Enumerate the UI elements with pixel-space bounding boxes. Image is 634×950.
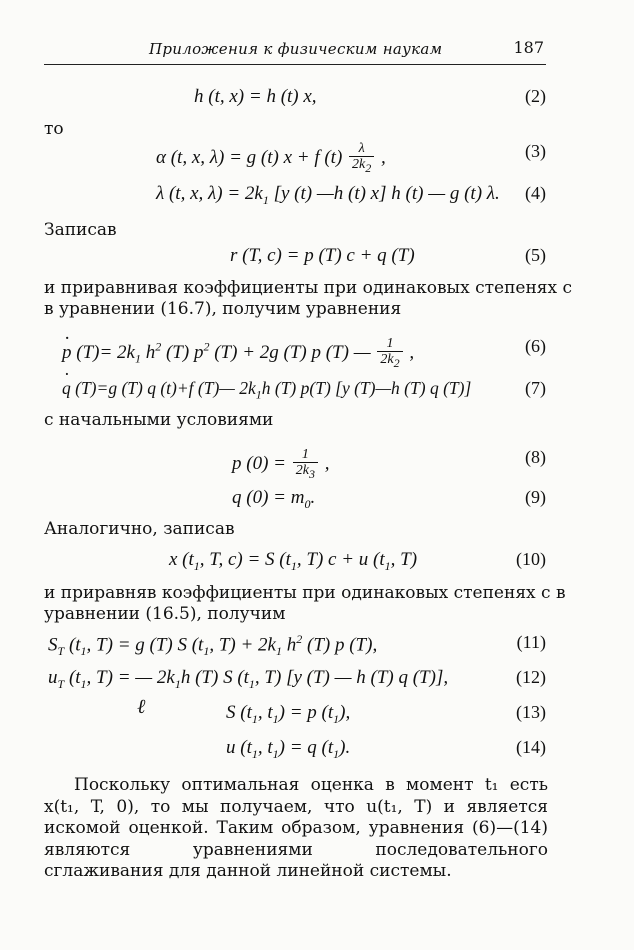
equation-number: (14) (516, 737, 546, 757)
equation-number: (10) (516, 549, 546, 569)
text-to: то (44, 119, 64, 139)
equation-number: (11) (516, 632, 546, 652)
text-initial-conditions: с начальными условиями (44, 410, 274, 430)
equation-10: x ($t_1$, T, c) = S ($t_1$, T) c + u ($t_1$, T) (10) (169, 549, 546, 573)
final-paragraph: Поскольку оптимальная оценка в момент t₁ есть x(t₁, T, 0), то мы получаем, что u(t₁, T) и является искомой оценкой. Таким образом, уравнения (6)—(14) являются уравнениями последовательного сглаживания для данной линейной системы. (44, 775, 548, 881)
equation-14: u ($t_1$, $t_1) = q$ $(t_1)$. (14) (226, 737, 546, 761)
paragraph-1-line-1: и приравнивая коэффициенты при одинаковых степенях c (44, 278, 573, 298)
equation-number: (5) (525, 245, 546, 265)
equation-12: $u_T$ ($t_1$, T) = — $2k_1h$ (T) S ($t_1$, T) [y (T) — h (T) q (T)], (12) (48, 667, 546, 691)
equation-number: (7) (525, 378, 546, 398)
equation-3: α (t, x, λ) = g (t) x + f (t) $\frac{\lambda}{2k2}$ , (3) (156, 141, 546, 175)
paragraph-2-line-1: и приравняв коэффициенты при одинаковых степенях c в (44, 583, 566, 603)
equation-number: (12) (516, 667, 546, 687)
paragraph-2-line-2: уравнении (16.5), получим (44, 604, 286, 624)
text-analog: Аналогично, записав (44, 519, 235, 539)
paragraph-1-line-2: в уравнении (16.7), получим уравнения (44, 299, 402, 319)
equation-7: · q (T)=g (T) q (t)+f (T)— $2k_1h$ (T) p(T) [y (T)—h (T) q (T)] (7) (44, 378, 548, 408)
equation-number: (3) (525, 141, 546, 161)
running-header (44, 38, 546, 65)
equation-number: (13) (516, 702, 546, 722)
equation-4: λ (t, x, $\lambda) = 2k_1$ [y (t) —h (t) x] h (t) — g (t) λ. (4) (156, 183, 546, 207)
equation-5: r (T, c) = p (T) c + q (T) (5) (230, 245, 546, 266)
equation-11: $S_T$ ($t_1$, T) = g (T) S ($t_1$, $T) + 2k_1$ $h^2$ (T) p (T), (11) (48, 632, 546, 659)
equation-number: (8) (525, 447, 546, 467)
equation-13: S ($t_1$, $t_1) = p$ $(t_1)$, (13) (226, 702, 546, 726)
text-zapisav: Записав (44, 220, 117, 240)
equation-2: h (t, x) = h (t) x, (2) (194, 86, 546, 107)
equation-number: (4) (525, 183, 546, 203)
equation-6: · p $(T)= 2k_1$ $h^2$ (T) $p^2$ (T) + 2g (T) p (T) — $\frac{1}{2k2}$ , (6) (44, 336, 548, 366)
stray-pencil-mark: ℓ (137, 694, 146, 718)
equation-number: (9) (525, 487, 546, 507)
page-number: 187 (513, 38, 544, 57)
equation-9: q $(0) = m_0$. (9) (232, 487, 546, 511)
equation-number: (2) (525, 86, 546, 106)
running-title: Приложения к физическим наукам (149, 40, 443, 58)
equation-number: (6) (525, 336, 546, 356)
equation-8: p (0) = $\frac{1}{2k3}$ , (8) (232, 447, 546, 481)
